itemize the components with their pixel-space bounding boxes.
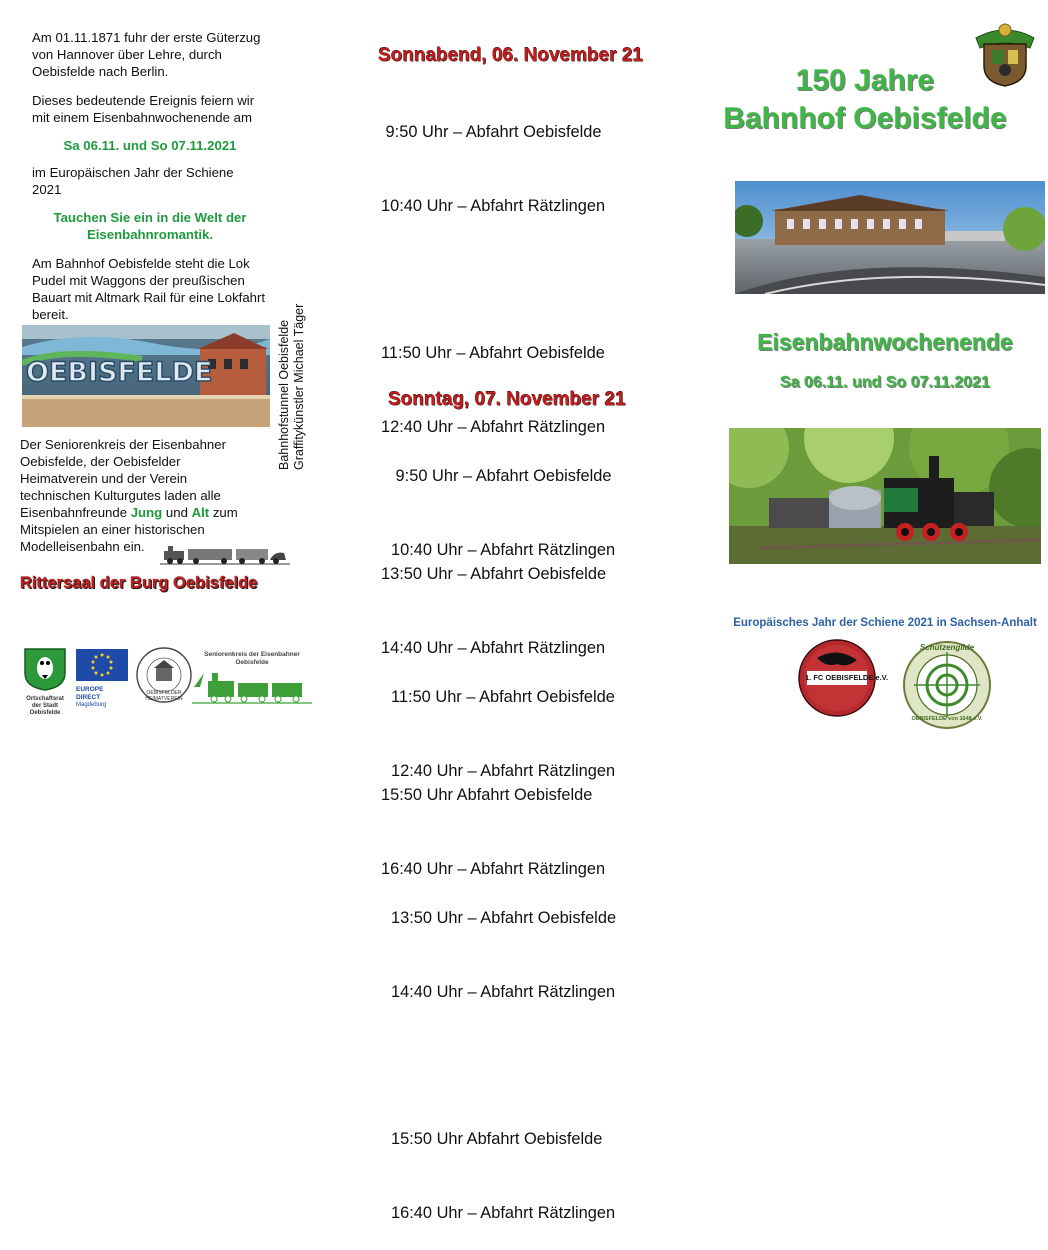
subtitle-dates: Sa 06.11. und So 07.11.2021 [722, 372, 1048, 394]
schedule-line: 12:40 Uhr – Abfahrt Rätzlingen [391, 759, 616, 784]
invite-text [20, 436, 258, 555]
slogan-line-1: Tauchen Sie ein in die Welt der [32, 209, 268, 226]
event-dates: Sa 06.11. und So 07.11.2021 [32, 137, 268, 154]
schedule-line: 10:40 Uhr – Abfahrt Rätzlingen [381, 194, 606, 219]
invite-und: und [162, 505, 191, 520]
europe-direct-label: EUROPE DIRECT [76, 686, 128, 702]
invite-text-start: Der Seniorenkreis der Eisenbahner Oebisfelde, der Oebisfelder Heimatverein und der Verein technischen Kulturgutes laden alle Eisenbahnfreunde [20, 437, 226, 520]
seniorenkreis-label-1: Seniorenkreis der Eisenbahner [192, 651, 312, 659]
green-train-icon [192, 667, 312, 705]
svg-text:OEBISFELDE: OEBISFELDE [26, 357, 212, 388]
intro-text: Am 01.11.1871 fuhr der erste Güterzug von Hannover über Lehre, durch Oebisfelde nach Berlin. [32, 29, 272, 80]
event-text: Dieses bedeutende Ereignis feiern wir mit einem Eisenbahnwochenende am [32, 92, 272, 126]
venue: Rittersaal der Burg Oebisfelde [20, 574, 258, 593]
fc-oebisfelde-label: 1. FC OEBISFELDE e.V. [805, 673, 869, 683]
schedule-line: 12:40 Uhr – Abfahrt Rätzlingen [381, 415, 606, 440]
seniorenkreis-label-2: Oebisfelde [192, 659, 312, 667]
fc-oebisfelde-logo [797, 638, 877, 718]
lok-text: Am Bahnhof Oebisfelde steht die Lok Pudel mit Waggons der preußischen Bauart mit Altmark Rail für eine Lokfahrt bereit. [32, 255, 272, 323]
main-title [700, 62, 1030, 138]
main-title-line-2: Bahnhof Oebisfelde [700, 100, 1030, 138]
year-of-rail-text: im Europäischen Jahr der Schiene 2021 [32, 164, 264, 198]
schedule-line: 14:40 Uhr – Abfahrt Rätzlingen [391, 980, 616, 1005]
saturday-heading: Sonnabend, 06. November 21 [378, 45, 643, 67]
schuetzengilde-top-label: Schützengilde [902, 643, 992, 652]
ortschaftsrat-shield-icon [22, 647, 68, 691]
graffiti-caption-line-1: Bahnhofstunnel Oebisfelde [277, 304, 292, 470]
schedule-line: 10:40 Uhr – Abfahrt Rätzlingen [391, 538, 616, 563]
schedule-line: 16:40 Uhr – Abfahrt Rätzlingen [391, 1201, 616, 1226]
ortschaftsrat-label: Ortschaftsrat der Stadt Oebisfelde [22, 696, 68, 717]
schedule-line: 11:50 Uhr – Abfahrt Oebisfelde [381, 341, 606, 366]
schedule-line: 16:40 Uhr – Abfahrt Rätzlingen [381, 857, 606, 882]
graffiti-caption-line-2: Graffitykünstler Michael Täger [292, 304, 307, 470]
heimatverein-label: OEBISFELDER HEIMATVEREIN [138, 690, 190, 702]
sunday-heading: Sonntag, 07. November 21 [388, 389, 626, 411]
schedule-line: 14:40 Uhr – Abfahrt Rätzlingen [381, 636, 606, 661]
graffiti-caption [277, 304, 307, 470]
station-photo [735, 181, 1045, 294]
schuetzengilde-logo [902, 640, 992, 730]
steam-train-photo [729, 428, 1041, 564]
seniorenkreis-logo [192, 651, 312, 707]
schedule-line: 13:50 Uhr – Abfahrt Oebisfelde [391, 906, 616, 931]
schuetzengilde-bottom-label: OEBISFELDE von 1648 e.V. [902, 716, 992, 722]
schedule-line: 9:50 Uhr – Abfahrt Oebisfelde [381, 120, 606, 145]
invite-jung: Jung [131, 505, 163, 520]
schedule-line: 9:50 Uhr – Abfahrt Oebisfelde [391, 464, 616, 489]
slogan-line-2: Eisenbahnromantik. [32, 226, 268, 243]
europe-direct-city: Magdeburg [76, 702, 128, 709]
schedule-line: 11:50 Uhr – Abfahrt Oebisfelde [391, 685, 616, 710]
ortschaftsrat-logo [22, 647, 68, 709]
europe-direct-logo [76, 649, 128, 707]
graffiti-tunnel-photo [22, 325, 270, 427]
eu-flag-icon [76, 649, 128, 681]
invite-text-end: zum Mitspielen an einer historischen Modelleisenbahn ein. [20, 505, 238, 554]
invite-alt: Alt [192, 505, 210, 520]
main-title-line-1: 150 Jahre [700, 62, 1030, 100]
train-engraving-icon [160, 543, 290, 565]
schedule-line: 15:50 Uhr Abfahrt Oebisfelde [391, 1127, 616, 1152]
sunday-schedule [391, 415, 616, 1250]
schedule-line: 15:50 Uhr Abfahrt Oebisfelde [381, 783, 606, 808]
eu-year-text: Europäisches Jahr der Schiene 2021 in Sachsen-Anhalt [722, 617, 1048, 629]
slogan [32, 209, 268, 243]
schedule-line: 13:50 Uhr – Abfahrt Oebisfelde [381, 562, 606, 587]
subtitle: Eisenbahnwochenende [722, 327, 1048, 357]
